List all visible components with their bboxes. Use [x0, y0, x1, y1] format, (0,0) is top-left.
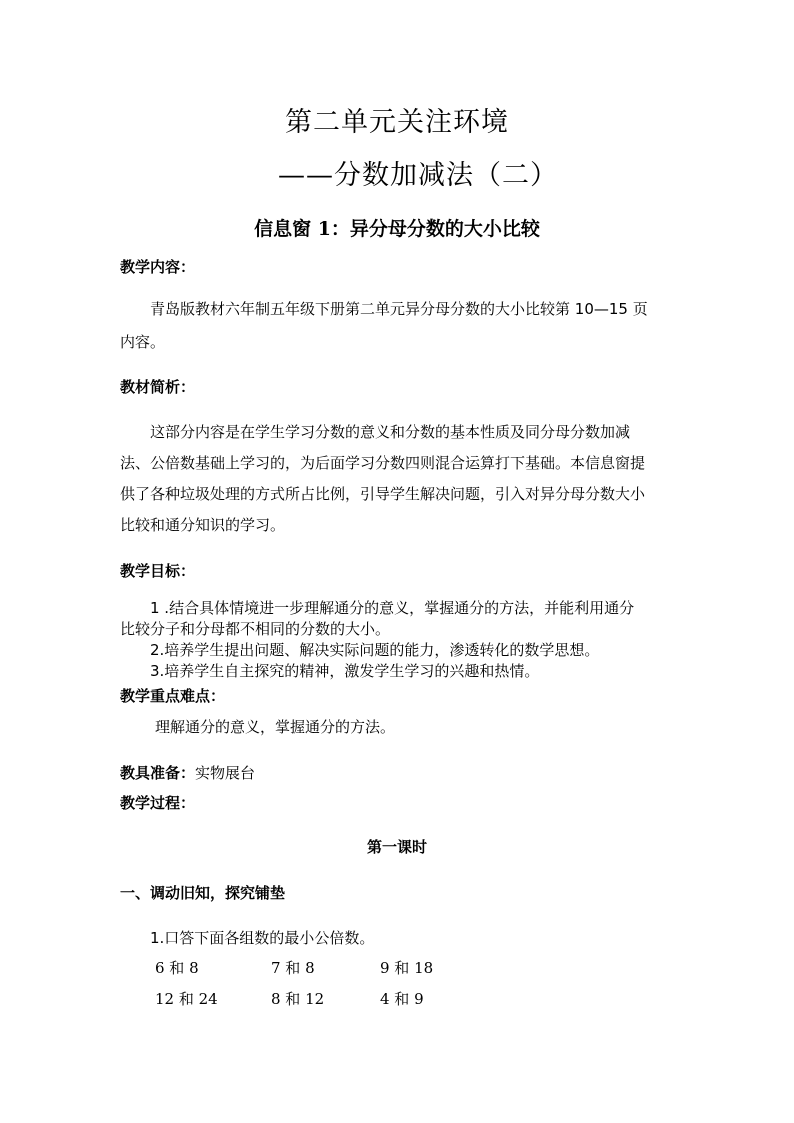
info-window-title: 信息窗 1：异分母分数的大小比较: [254, 218, 540, 240]
exercise-cell: 7 和 8: [271, 959, 315, 977]
tools-heading: 教具准备：: [120, 764, 196, 782]
goal-3: 3.培养学生自主探究的精神，激发学生学习的兴趣和热情。: [150, 662, 540, 680]
process-heading: 教学过程：: [120, 794, 196, 812]
goal-2: 2.培养学生提出问题、解决实际问题的能力，渗透转化的数学思想。: [150, 641, 600, 659]
content-text-line-2: 内容。: [120, 333, 166, 351]
goal-1-line-1: 1 .结合具体情境进一步理解通分的意义，掌握通分的方法，并能利用通分: [150, 599, 635, 617]
exercise-cell: 12 和 24: [155, 990, 218, 1008]
key-points-heading: 教学重点难点：: [120, 687, 226, 705]
exercise-cell: 4 和 9: [380, 990, 424, 1008]
content-text-line-1: 青岛版教材六年制五年级下册第二单元异分母分数的大小比较第 10—15 页: [150, 300, 648, 318]
content-heading: 教学内容：: [120, 258, 196, 276]
part-1-heading: 一、调动旧知，探究铺垫: [120, 884, 286, 902]
analysis-line-2: 法、公倍数基础上学习的，为后面学习分数四则混合运算打下基础。本信息窗提: [120, 454, 646, 472]
page-title: 第二单元关注环境: [285, 107, 509, 138]
exercise-cell: 6 和 8: [155, 959, 199, 977]
page-subtitle: ——分数加减法（二）: [278, 160, 558, 191]
tools-line: [120, 762, 255, 783]
lesson-title: 第一课时: [366, 838, 427, 856]
exercise-cell: 8 和 12: [271, 990, 325, 1008]
key-points-text: 理解通分的意义，掌握通分的方法。: [155, 718, 396, 736]
analysis-heading: 教材简析：: [120, 378, 196, 396]
analysis-line-3: 供了各种垃圾处理的方式所占比例，引导学生解决问题，引入对异分母分数大小: [120, 485, 646, 503]
analysis-line-1: 这部分内容是在学生学习分数的意义和分数的基本性质及同分母分数加减: [150, 423, 631, 441]
exercise-cell: 9 和 18: [380, 959, 434, 977]
analysis-line-4: 比较和通分知识的学习。: [120, 516, 286, 534]
goals-heading: 教学目标：: [120, 562, 196, 580]
tools-text: 实物展台: [195, 764, 256, 782]
exercise-intro: 1.口答下面各组数的最小公倍数。: [150, 929, 375, 947]
goal-1-line-2: 比较分子和分母都不相同的分数的大小。: [120, 620, 391, 638]
